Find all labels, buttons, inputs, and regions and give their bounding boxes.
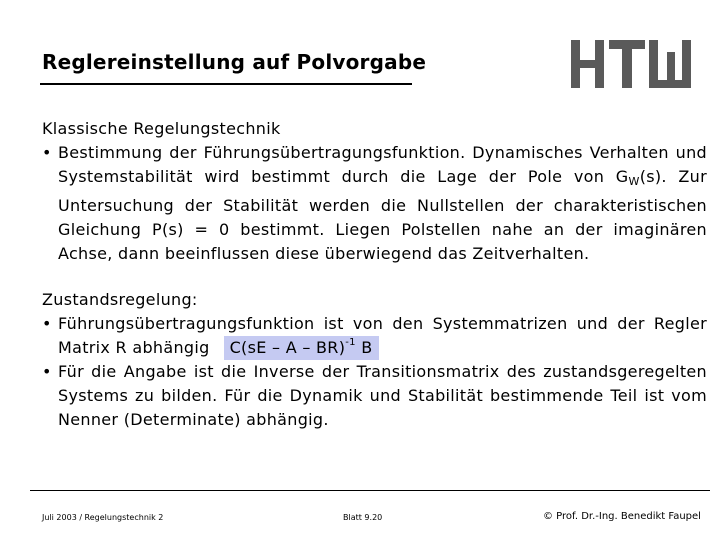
- list-item: [42, 312, 707, 360]
- section-heading-state: Zustandsregelung:: [42, 290, 198, 309]
- footer-copyright: © Prof. Dr.-Ing. Benedikt Faupel: [543, 511, 701, 522]
- bullet-text: Für die Angabe ist die Inverse der Transitionsmatrix des zustandsgeregelten Systems zu bilden. Für die Dynamik und Stabilität bestimmende Teil ist vom Nenner (Determinate) abhängig.: [58, 362, 707, 429]
- bullet-text-cont: (s). Zur Untersuchung der Stabilität werden die Nullstellen der charakteristischen Gleichung P(s) = 0 bestimmt. Liegen Polstellen nahe an der imaginären Achse, dann beeinflussen diese überwiegend das Zeitverhalten.: [58, 167, 707, 263]
- slide-body: [42, 117, 707, 432]
- transfer-function-formula: C(sE – A – BR)$^{-1}$ B: [224, 336, 379, 360]
- slide-title: Reglereinstellung auf Polvorgabe: [42, 50, 427, 74]
- footer-divider: [30, 490, 710, 491]
- footer-date-course: Juli 2003 / Regelungstechnik 2: [42, 513, 164, 522]
- bullet-glyph: •: [42, 314, 52, 333]
- list-item: [42, 360, 707, 432]
- footer-page-number: Blatt 9.20: [343, 513, 383, 522]
- bullet-glyph: •: [42, 143, 52, 162]
- section-heading-classic: Klassische Regelungstechnik: [42, 119, 281, 138]
- subscript-w: W: [628, 175, 640, 188]
- bullet-text: Bestimmung der Führungsübertragungsfunktion. Dynamisches Verhalten und Systemstabilität wird bestimmt durch die Lage der Pole von G: [58, 143, 707, 186]
- bullet-text: Führungsübertragungsfunktion ist von den Systemmatrizen und der Regler Matrix R abhängig: [58, 314, 707, 357]
- bullet-glyph: •: [42, 362, 52, 381]
- list-item: [42, 141, 707, 266]
- htw-logo: [571, 40, 691, 88]
- title-underline: [40, 83, 412, 85]
